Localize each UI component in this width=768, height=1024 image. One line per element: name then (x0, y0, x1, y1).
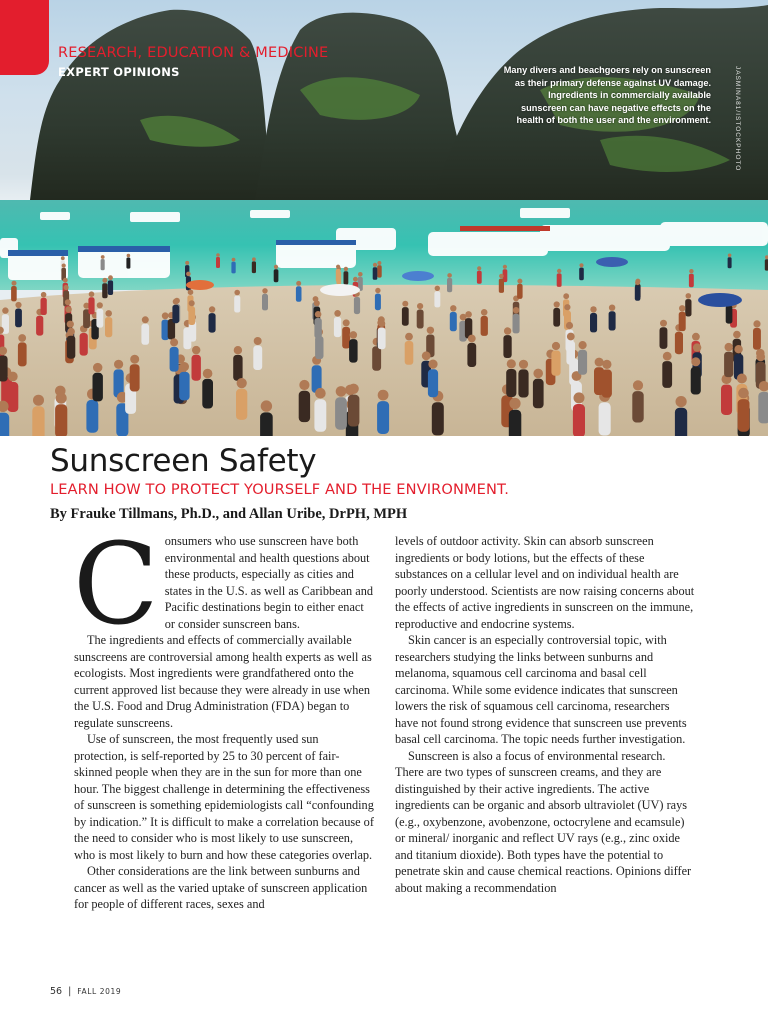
crowd-figure (434, 291, 440, 307)
crowd-figure-head (481, 309, 488, 316)
crowd-figure (130, 364, 140, 391)
crowd-figure-head (405, 333, 413, 341)
crowd-figure (209, 313, 216, 333)
crowd-figure-head (350, 331, 358, 339)
crowd-figure (594, 367, 604, 395)
issue-label: FALL 2019 (77, 987, 122, 996)
crowd-figure-head (108, 275, 113, 280)
crowd-figure (579, 268, 584, 281)
crowd-figure-head (686, 293, 692, 299)
crowd-figure-head (609, 305, 615, 311)
crowd-figure (253, 346, 262, 371)
crowd-figure (108, 280, 113, 295)
crowd-figure-head (274, 265, 278, 269)
crowd-figure-head (373, 263, 377, 267)
crowd-figure (236, 389, 247, 420)
crowd-figure-head (557, 269, 561, 273)
crowd-figure-head (595, 358, 604, 367)
crowd-figure-head (679, 305, 685, 311)
crowd-figure-head (237, 378, 247, 388)
crowd-figure (344, 271, 349, 284)
crowd-figure (335, 397, 347, 429)
crowd-figure (518, 369, 528, 397)
photo-credit: JASMINA81/ISTOCKPHOTO (734, 66, 741, 172)
crowd-figure (599, 402, 611, 435)
crowd-figure-head (314, 300, 320, 306)
crowd-figure-head (567, 333, 575, 341)
crowd-figure (314, 318, 321, 338)
crowd-figure (315, 336, 323, 359)
crowd-figure-head (130, 355, 139, 364)
crowd-figure (0, 413, 9, 436)
crowd-figure (509, 410, 522, 436)
crowd-figure-head (234, 290, 240, 296)
crowd-figure-head (517, 279, 522, 284)
crowd-figure-head (180, 362, 189, 371)
crowd-figure (428, 369, 438, 397)
crowd-figure-head (336, 265, 340, 269)
crowd-figure (517, 284, 523, 299)
crowd-figure (188, 307, 195, 326)
crowd-figure-head (254, 337, 262, 345)
crowd-figure (373, 267, 378, 280)
crowd-figure-head (234, 346, 242, 354)
crowd-figure (477, 271, 482, 284)
crowd-figure (566, 341, 575, 365)
article-dek: LEARN HOW TO PROTECT YOURSELF AND THE ENVIRONMENT. (50, 481, 510, 498)
crowd-figure-head (509, 398, 520, 409)
crowd-figure (348, 395, 360, 427)
crowd-figure (172, 305, 179, 323)
crowd-figure (41, 298, 47, 315)
crowd-figure-head (519, 360, 528, 369)
crowd-figure-head (676, 396, 687, 407)
crowd-figure (689, 274, 694, 288)
crowd-figure-head (378, 320, 385, 327)
paragraph: Sunscreen is also a focus of environmental research. There are two types of sunscreen creams, and they are distinguished by their active ingredients. The active ingredients can be organic and absorb ultraviolet (UV) rays (e.g., oxybenzone, avobenzone, octocrylene and ecamsule) or mineral/ inorganic and reflect UV rays (e.g., zinc oxide and titanium dioxide). Both types have the potential to penetrate skin and cause chemical reactions. Opinions differ about making a recommendation (395, 748, 692, 895)
crowd-figure (573, 404, 585, 436)
crowd-figure-head (67, 321, 74, 328)
crowd-figure (126, 258, 130, 269)
crowd-figure (533, 379, 544, 409)
crowd-figure (578, 350, 587, 375)
crowd-figure (405, 341, 414, 365)
crowd-figure-head (692, 333, 700, 341)
crowd-figure (0, 356, 8, 382)
crowd-figure-head (734, 345, 742, 353)
body-column-right (395, 533, 695, 896)
crowd-figure (447, 278, 452, 292)
crowd-figure (96, 309, 103, 328)
hero-photo (0, 0, 768, 436)
crowd-figure-head (465, 311, 472, 318)
crowd-figure-head (375, 288, 380, 293)
crowd-figure-head (753, 320, 760, 327)
crowd-figure (738, 399, 750, 432)
crowd-figure (377, 265, 382, 277)
crowd-figure (314, 399, 326, 432)
crowd-figure-head (579, 341, 587, 349)
crowd-figure-head (261, 400, 272, 411)
crowd-figure-head (105, 310, 112, 317)
crowd-figure (260, 412, 273, 436)
crowd-figure-head (402, 301, 408, 307)
crowd-figure (513, 314, 520, 334)
crowd-figure (11, 286, 17, 301)
crowd-figure-head (691, 357, 700, 366)
crowd-figure-head (336, 386, 347, 397)
crowd-figure-head (660, 320, 667, 327)
page-footer (50, 986, 121, 997)
crowd-figure-head (447, 273, 452, 278)
crowd-figure (691, 367, 701, 395)
crowd-figure (7, 382, 18, 412)
crowd-figure-head (15, 302, 21, 308)
paragraph: The ingredients and effects of commercially available sunscreens are controversial among health experts as well as ecologists. Most ingredients were grandfathered onto the current approved list because they were already in use when the U.S. Food and Drug Administration (FDA) began to regulate sunscreens. (74, 633, 372, 730)
crowd-figure-head (468, 335, 476, 343)
paragraph-text: onsumers who use sunscreen have both environmental and health questions about these products, especially as cities and states in the U.S. as well as Caribbean and Pacific destinations begin to either enact or consider sunscreen bans. (164, 534, 374, 631)
crowd-figure-head (262, 288, 267, 293)
crowd-figure-head (533, 369, 543, 379)
crowd-figure-head (574, 392, 585, 403)
crowd-figure-head (738, 388, 749, 399)
crowd-figure-head (41, 292, 47, 298)
crowd-figure-head (142, 316, 149, 323)
crowd-figure-head (315, 388, 326, 399)
crowd-figure-head (2, 307, 8, 313)
crowd-figure-head (633, 380, 643, 390)
crowd-figure-head (513, 307, 519, 313)
crowd-figure (179, 372, 189, 401)
crowd-figure-head (8, 372, 18, 382)
crowd-figure-head (102, 278, 107, 283)
crowd-figure-head (590, 306, 596, 312)
crowd-figure (378, 328, 386, 350)
crowd-figure (450, 312, 457, 331)
crowd-figure-head (504, 327, 511, 334)
crowd-figure (675, 332, 683, 354)
crowd-figure (372, 346, 381, 371)
crowd-figure (551, 351, 560, 376)
photo-caption: Many divers and beachgoers rely on sunscreen as their primary defense against UV damage. Ingredients in commercially available sunscreen can have negative effects on the health of both the user and the environment. (503, 65, 711, 125)
crowd-figure-head (358, 272, 363, 277)
crowd-figure (252, 261, 256, 273)
crowd-figure (728, 257, 732, 268)
crowd-figure (55, 404, 67, 436)
crowd-figure (354, 297, 360, 314)
drop-cap: C (73, 520, 159, 650)
crowd-figure (15, 309, 22, 328)
crowd-figure-head (663, 352, 672, 361)
crowd-figure (758, 392, 768, 424)
crowd-figure (499, 279, 504, 293)
crowd-figure-head (344, 267, 348, 271)
crowd-figure-head (189, 300, 195, 306)
crowd-figure (334, 317, 341, 337)
crowd-figure-head (343, 319, 350, 326)
crowd-figure-head (507, 359, 516, 368)
crowd-figure (632, 391, 643, 422)
crowd-figure (685, 299, 691, 316)
paragraph: Skin cancer is an especially controversial topic, with researchers studying the links between sunburns and melanoma, squamous cell carcinoma and basal cell carcinoma. While some evidence indicates that sunscreen lowers the risk of squamous cell carcinoma, researchers have not found strong evidence that sunscreen use prevents basal cell carcinoma. The topic needs further investigation. (395, 633, 687, 746)
crowd-figure-head (348, 384, 358, 394)
crowd-figure (233, 355, 242, 381)
crowd-figure-head (435, 286, 440, 291)
crowd-figure-head (170, 338, 178, 346)
crowd-figure-head (733, 331, 741, 339)
paragraph: Use of sunscreen, the most frequently used sun protection, is self-reported by 25 to 30 percent of fair-skinned people when they are in the sun for more than one hour. The biggest challenge in determining the effectiveness of sunscreen is something epidemiologists call “confounding by indication.” It is difficult to make a correlation because of the need to consider who is most likely to use sunscreen, who is most likely to burn and how these categories overlap. (74, 732, 374, 862)
crowd-figure-head (93, 363, 102, 372)
crowd-figure (234, 296, 240, 313)
crowd-figure-head (65, 306, 71, 312)
crowd-figure (88, 297, 94, 314)
crowd-figure (101, 259, 105, 270)
crowd-figure (80, 333, 88, 356)
crowd-figure (753, 328, 761, 350)
crowd-figure-head (417, 303, 423, 309)
crowd-figure-head (296, 281, 301, 286)
crowd-figure-head (67, 328, 75, 336)
crowd-figure (342, 327, 350, 349)
crowd-figure-head (737, 374, 747, 384)
crowd-figure-head (566, 322, 573, 329)
crowd-figure-head (503, 265, 507, 269)
crowd-figure (506, 369, 516, 397)
crowd-figure (590, 313, 597, 333)
crowd-figure-head (377, 261, 381, 265)
crowd-figure-head (602, 360, 611, 369)
subsection-label: EXPERT OPINIONS (58, 65, 180, 79)
crowd-figure (202, 379, 213, 409)
crowd-figure-head (756, 353, 765, 362)
crowd-figure-head (185, 261, 189, 265)
crowd-figure (553, 308, 560, 327)
crowd-figure-head (728, 254, 732, 258)
paragraph (73, 520, 374, 650)
crowd-figure-head (64, 285, 69, 290)
crowd-figure-head (203, 369, 213, 379)
crowd-figure (216, 257, 220, 268)
paragraph: Other considerations are the link between sunburns and cancer as well as the varied uptake of sunscreen application for people of different races, sexes and (74, 864, 368, 911)
crowd-figure (467, 343, 476, 367)
crowd-figure-head (252, 257, 256, 261)
crowd-figure (32, 406, 44, 436)
section-tab (0, 0, 49, 75)
crowd-figure-head (422, 351, 431, 360)
crowd-figure-head (12, 281, 17, 286)
crowd-figure-head (427, 327, 434, 334)
crowd-figure (662, 361, 672, 388)
crowd-figure (105, 317, 112, 337)
crowd-figure-head (554, 301, 560, 307)
crowd-figure (726, 305, 733, 323)
crowd-figure-head (725, 343, 733, 351)
crowd-figure-head (428, 360, 437, 369)
crowd-figure (231, 262, 235, 274)
crowd-figure-head (61, 256, 65, 260)
crowd-figure-head (499, 274, 504, 279)
article-title: Sunscreen Safety (50, 443, 317, 479)
footer-separator: | (68, 986, 72, 997)
crowd-figure-head (564, 304, 570, 310)
crowd-figure (170, 347, 179, 372)
crowd-figure-head (563, 293, 569, 299)
crowd-figure (192, 355, 201, 381)
crowd-figure (274, 269, 279, 282)
crowd-figure-head (209, 306, 215, 312)
crowd-figure (36, 316, 43, 336)
crowd-figure-head (18, 334, 26, 342)
crowd-figure-head (353, 277, 358, 282)
crowd-figure (609, 311, 616, 330)
crowd-figure-head (127, 254, 131, 258)
crowd-figure (721, 385, 732, 415)
crowd-figure-head (89, 291, 95, 297)
crowd-figure-head (450, 305, 456, 311)
crowd-figure-head (192, 346, 200, 354)
crowd-figure-head (299, 380, 309, 390)
crowd-figure (679, 312, 686, 331)
crowd-figure (262, 294, 268, 311)
crowd-figure (557, 273, 562, 287)
crowd-figure (724, 352, 733, 377)
article-byline: By Frauke Tillmans, Ph.D., and Allan Uribe, DrPH, MPH (50, 506, 408, 522)
crowd-figure (660, 327, 668, 349)
paragraph: levels of outdoor activity. Skin can absorb sunscreen ingredients or body lotions, but the effects of these substances on a cellular level and on individual health are poorly understood. Scientists are now raising concerns about the effects of active ingredients in sunscreen on the immune, reproductive and endocrine systems. (395, 534, 695, 631)
crowd-figure-head (63, 278, 68, 283)
crowd-figure (18, 342, 27, 366)
crowd-figure-head (689, 269, 693, 273)
crowd-figure (299, 391, 310, 422)
crowd-figure-head (62, 264, 66, 268)
crowd-figure (93, 373, 103, 402)
crowd-figure-head (334, 310, 341, 317)
crowd-figure (375, 294, 381, 311)
crowd-figure (377, 401, 389, 434)
crowd-figure (336, 269, 341, 282)
crowd-figure-head (216, 253, 220, 257)
crowd-figure (481, 316, 488, 336)
crowd-figure-head (162, 312, 169, 319)
crowd-figure-head (173, 299, 179, 305)
crowd-figure (635, 285, 641, 300)
crowd-figure (141, 324, 149, 345)
crowd-figure-head (56, 393, 67, 404)
crowd-figure (417, 310, 424, 329)
crowd-figure (675, 408, 687, 436)
crowd-figure-head (186, 272, 191, 277)
crowd-figure-head (232, 258, 236, 262)
crowd-figure-head (33, 395, 44, 406)
crowd-figure-head (378, 390, 389, 401)
crowd-figure (402, 307, 409, 326)
crowd-figure-head (579, 263, 583, 267)
crowd-figure (67, 336, 75, 359)
crowd-figure-head (97, 302, 103, 308)
crowd-figure-head (65, 299, 71, 305)
crowd-figure-head (114, 360, 123, 369)
crowd-figure-head (477, 266, 481, 270)
page-number: 56 (50, 986, 63, 997)
crowd-figure-head (101, 255, 105, 259)
crowd-figure (432, 402, 444, 435)
crowd-figure-head (693, 343, 701, 351)
section-label: RESEARCH, EDUCATION & MEDICINE (58, 45, 329, 61)
crowd-figure-head (635, 280, 640, 285)
crowd-figure (102, 283, 107, 298)
crowd-figure (296, 286, 302, 302)
crowd-figure (349, 339, 358, 363)
crowd-figure (86, 400, 98, 433)
crowd-figure-head (188, 289, 194, 295)
crowd-figure (503, 335, 511, 358)
crowd-figure-head (552, 342, 560, 350)
crowd-figure-head (315, 311, 322, 318)
body-column-left (73, 520, 374, 913)
